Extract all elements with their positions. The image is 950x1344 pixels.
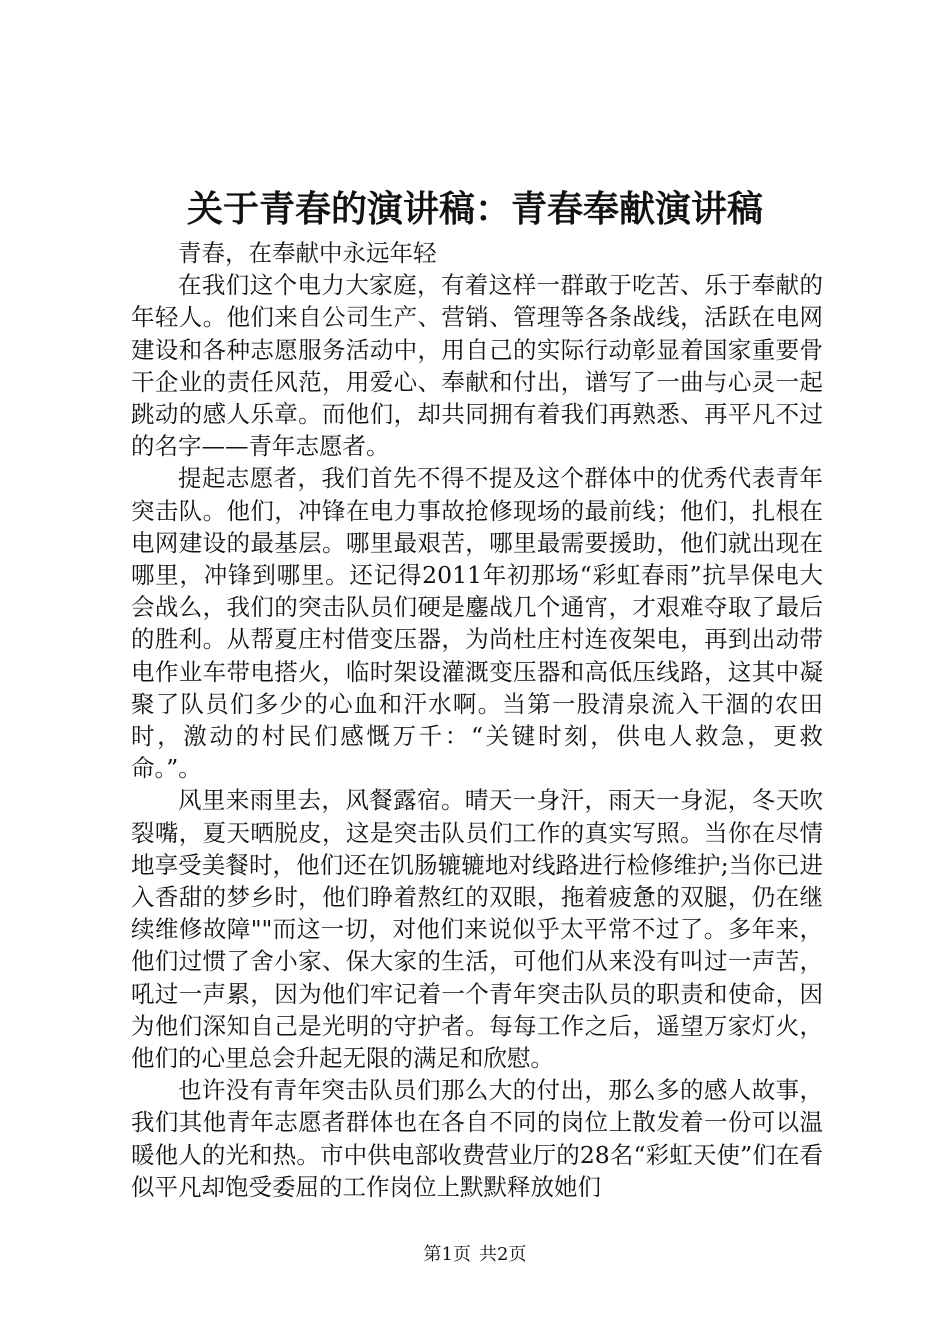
document-body bbox=[131, 237, 823, 1203]
page-total: 共2页 bbox=[479, 1244, 527, 1265]
paragraph-3: 风里来雨里去，风餐露宿。晴天一身汗，雨天一身泥，冬天吹裂嘴，夏天晒脱皮，这是突击队员们工作的真实写照。当你在尽情地享受美餐时，他们还在饥肠辘辘地对线路进行检修维护;当你已进入香甜的梦乡时，他们睁着熬红的双眼，拖着疲惫的双腿，仍在继续维修故障""而这一切，对他们来说似乎太平常不过了。多年来，他们过惯了舍小家、保大家的生活，可他们从来没有叫过一声苦，吼过一声累，因为他们牢记着一个青年突击队员的职责和使命，因为他们深知自己是光明的守护者。每每工作之后，遥望万家灯火，他们的心里总会升起无限的满足和欣慰。 bbox=[131, 786, 823, 1073]
page-number: 第1页 bbox=[423, 1244, 471, 1265]
page-title: 关于青春的演讲稿：青春奉献演讲稿 bbox=[186, 188, 763, 230]
paragraph-subtitle: 青春，在奉献中永远年轻 bbox=[178, 239, 437, 267]
paragraph-4: 也许没有青年突击队员们那么大的付出，那么多的感人故事，我们其他青年志愿者群体也在各自不同的岗位上散发着一份可以温暖他人的光和热。市中供电部收费营业厅的28名“彩虹天使”们在看似平凡却饱受委屈的工作岗位上默默释放她们 bbox=[131, 1076, 823, 1201]
page-footer bbox=[0, 1243, 950, 1267]
paragraph-2: 提起志愿者，我们首先不得不提及这个群体中的优秀代表青年突击队。他们，冲锋在电力事故抢修现场的最前线；他们，扎根在电网建设的最基层。哪里最艰苦，哪里最需要援助，他们就出现在哪里，冲锋到哪里。还记得2011年初那场“彩虹春雨”抗旱保电大会战么，我们的突击队员们硬是鏖战几个通宵，才艰难夺取了最后的胜利。从帮夏庄村借变压器，为尚杜庄村连夜架电，再到出动带电作业车带电搭火，临时架设灌溉变压器和高低压线路，这其中凝聚了队员们多少的心血和汗水啊。当第一股清泉流入干涸的农田时，激动的村民们感慨万千：“关键时刻，供电人救急，更救命。”。 bbox=[131, 464, 823, 783]
paragraph-1: 在我们这个电力大家庭，有着这样一群敢于吃苦、乐于奉献的年轻人。他们来自公司生产、营销、管理等各条战线，活跃在电网建设和各种志愿服务活动中，用自己的实际行动彰显着国家重要骨干企业的责任风范，用爱心、奉献和付出，谱写了一曲与心灵一起跳动的感人乐章。而他们，却共同拥有着我们再熟悉、再平凡不过的名字——青年志愿者。 bbox=[131, 271, 823, 461]
